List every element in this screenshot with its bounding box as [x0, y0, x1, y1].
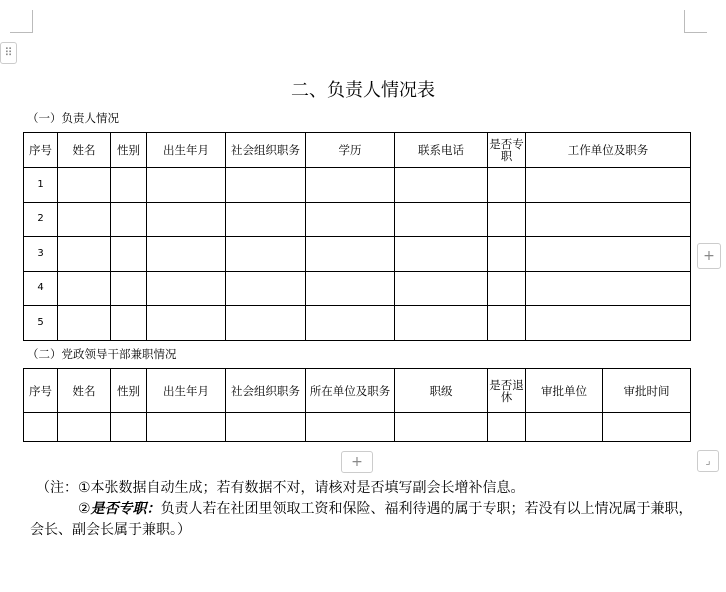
concurrent-posts-table: [23, 368, 691, 442]
header-cell: 序号: [24, 369, 58, 413]
header-cell: 出生年月: [147, 369, 226, 413]
table-row: [24, 202, 691, 237]
table-cell[interactable]: [306, 413, 395, 442]
header-cell: 序号: [24, 133, 58, 168]
table-cell[interactable]: [111, 413, 147, 442]
table-cell[interactable]: [111, 271, 147, 306]
row-number[interactable]: 1: [24, 168, 58, 203]
table-row: [24, 413, 691, 442]
table-row: [24, 237, 691, 272]
table-cell[interactable]: [58, 306, 111, 341]
table-cell[interactable]: [395, 168, 488, 203]
page-corner-mark: [10, 10, 33, 33]
table-cell[interactable]: [58, 237, 111, 272]
table-cell[interactable]: [306, 306, 395, 341]
table-cell[interactable]: [111, 168, 147, 203]
page-title: 二、负责人情况表: [291, 80, 435, 101]
table-cell[interactable]: [488, 413, 526, 442]
table-cell[interactable]: [526, 202, 691, 237]
header-cell: 社会组织职务: [226, 133, 306, 168]
note-bold-label: 是否专职：: [90, 501, 161, 517]
header-cell: 性别: [111, 133, 147, 168]
header-cell: 是否退休: [488, 369, 526, 413]
table-cell[interactable]: [603, 413, 691, 442]
table-cell[interactable]: [488, 202, 526, 237]
table-cell[interactable]: [226, 413, 306, 442]
note-line-2: 负责人若在社团里领取工资和保险、福利待遇的属于专职；若没有以上情况属于兼职，会长、副会长属于兼职。）: [30, 501, 693, 538]
table-cell[interactable]: [395, 202, 488, 237]
table-cell[interactable]: [147, 413, 226, 442]
table-cell[interactable]: [306, 202, 395, 237]
table-cell[interactable]: [526, 413, 603, 442]
table-header-row: [24, 133, 691, 168]
header-cell: 是否专职: [488, 133, 526, 168]
row-number[interactable]: 5: [24, 306, 58, 341]
note-prefix: ②: [78, 501, 91, 517]
section1-heading: （一）负责人情况: [27, 111, 119, 125]
add-row-button[interactable]: +: [341, 451, 373, 473]
table-cell[interactable]: [147, 202, 226, 237]
table-cell[interactable]: [111, 306, 147, 341]
table-cell[interactable]: [488, 168, 526, 203]
row-number[interactable]: 3: [24, 237, 58, 272]
table-cell[interactable]: [147, 306, 226, 341]
table-cell[interactable]: [226, 271, 306, 306]
table-cell[interactable]: [111, 237, 147, 272]
header-cell: 出生年月: [147, 133, 226, 168]
table-cell[interactable]: [226, 306, 306, 341]
table-cell[interactable]: [226, 237, 306, 272]
add-column-button[interactable]: +: [697, 243, 721, 269]
header-cell: 联系电话: [395, 133, 488, 168]
page-corner-mark: [684, 10, 707, 33]
table-cell[interactable]: [226, 202, 306, 237]
table-cell[interactable]: [395, 271, 488, 306]
note-line-1: （注：①本张数据自动生成；若有数据不对，请核对是否填写副会长增补信息。: [36, 480, 525, 496]
table-cell[interactable]: [526, 237, 691, 272]
table-cell[interactable]: [526, 306, 691, 341]
header-cell: 工作单位及职务: [526, 133, 691, 168]
table-row: [24, 306, 691, 341]
table-cell[interactable]: [147, 168, 226, 203]
table-cell[interactable]: [58, 271, 111, 306]
header-cell: 姓名: [58, 369, 111, 413]
row-number[interactable]: 2: [24, 202, 58, 237]
table-cell[interactable]: [395, 237, 488, 272]
table-drag-handle[interactable]: ⠿: [0, 42, 17, 64]
table-cell[interactable]: [526, 271, 691, 306]
header-cell: 性别: [111, 369, 147, 413]
table-cell[interactable]: [395, 306, 488, 341]
table-cell[interactable]: [306, 168, 395, 203]
table-cell[interactable]: [526, 168, 691, 203]
header-cell: 社会组织职务: [226, 369, 306, 413]
table-cell[interactable]: [488, 306, 526, 341]
table-cell[interactable]: [147, 237, 226, 272]
header-cell: 姓名: [58, 133, 111, 168]
table-cell[interactable]: [488, 237, 526, 272]
table-cell[interactable]: [58, 168, 111, 203]
table-cell[interactable]: [24, 413, 58, 442]
header-cell: 审批单位: [526, 369, 603, 413]
table-cell[interactable]: [306, 271, 395, 306]
table-cell[interactable]: [306, 237, 395, 272]
header-cell: 所在单位及职务: [306, 369, 395, 413]
row-number[interactable]: 4: [24, 271, 58, 306]
table-header-row: [24, 369, 691, 413]
table-cell[interactable]: [111, 202, 147, 237]
header-cell: 审批时间: [603, 369, 691, 413]
table-row: [24, 271, 691, 306]
table-row: [24, 168, 691, 203]
resize-table-button[interactable]: ⌟: [697, 450, 719, 472]
header-cell: 学历: [306, 133, 395, 168]
table-cell[interactable]: [488, 271, 526, 306]
table-cell[interactable]: [147, 271, 226, 306]
table-cell[interactable]: [58, 202, 111, 237]
leaders-table: [23, 132, 691, 341]
table-cell[interactable]: [226, 168, 306, 203]
header-cell: 职级: [395, 369, 488, 413]
note: [30, 478, 700, 541]
section2-heading: （二）党政领导干部兼职情况: [27, 347, 177, 361]
table-cell[interactable]: [395, 413, 488, 442]
table-cell[interactable]: [58, 413, 111, 442]
